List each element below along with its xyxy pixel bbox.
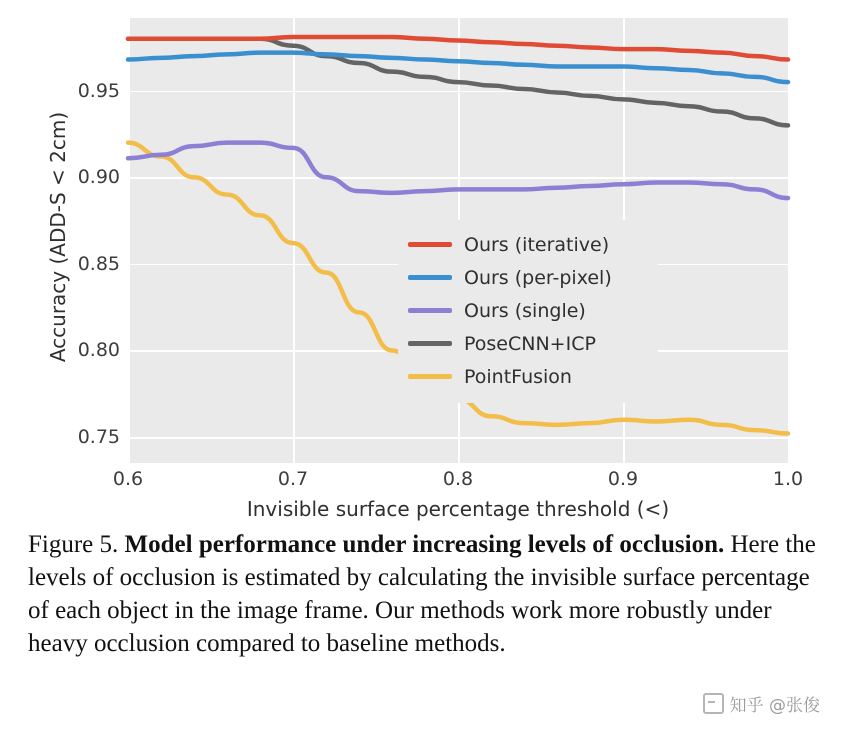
- legend-color-swatch: [408, 374, 452, 379]
- x-tick-label: 0.9: [607, 468, 639, 490]
- figure-caption: [28, 528, 818, 660]
- y-axis-label: Accuracy (ADD-S < 2cm): [46, 111, 70, 363]
- y-tick-label: 0.95: [77, 79, 120, 102]
- legend-item: [408, 228, 648, 261]
- x-axis-label: Invisible surface percentage threshold (<): [246, 497, 670, 521]
- y-tick-label: 0.80: [77, 339, 120, 362]
- legend-color-swatch: [408, 308, 452, 313]
- x-tick-label: 0.6: [112, 468, 144, 490]
- legend-color-swatch: [408, 275, 452, 280]
- caption-body: Here the levels of occlusion is estimated by calculating the invisible surface percentage of each object in the image frame. Our methods work more robustly under heavy occlusion compared to baseline methods.: [28, 531, 816, 657]
- series-line: [128, 53, 788, 82]
- x-tick-label: 1.0: [772, 468, 804, 490]
- zhihu-logo-icon: [703, 693, 724, 714]
- legend-item: [408, 360, 648, 393]
- y-tick-label: 0.85: [77, 252, 120, 275]
- x-tick-label: 0.8: [442, 468, 474, 490]
- y-tick-label: 0.90: [77, 166, 120, 189]
- legend-item: [408, 261, 648, 294]
- chart-legend: [398, 220, 658, 403]
- legend-item-label: Ours (per-pixel): [464, 266, 612, 289]
- legend-item-label: PoseCNN+ICP: [464, 332, 596, 355]
- watermark: [703, 691, 820, 716]
- legend-color-swatch: [408, 242, 452, 247]
- legend-color-swatch: [408, 341, 452, 346]
- legend-item: [408, 294, 648, 327]
- watermark-text: 知乎 @张俊: [729, 696, 820, 716]
- caption-bold-lead: Model performance under increasing levels of occlusion.: [124, 531, 725, 558]
- x-axis-tick-labels: [112, 468, 804, 498]
- legend-item-label: Ours (iterative): [464, 233, 610, 256]
- y-tick-label: 0.75: [77, 426, 120, 449]
- x-tick-label: 0.7: [277, 468, 309, 490]
- caption-figure-number: Figure 5.: [28, 531, 119, 558]
- legend-item-label: Ours (single): [464, 299, 586, 322]
- legend-item-label: PointFusion: [464, 365, 572, 388]
- legend-item: [408, 327, 648, 360]
- series-line: [128, 143, 788, 198]
- gridline-vertical: [788, 18, 790, 463]
